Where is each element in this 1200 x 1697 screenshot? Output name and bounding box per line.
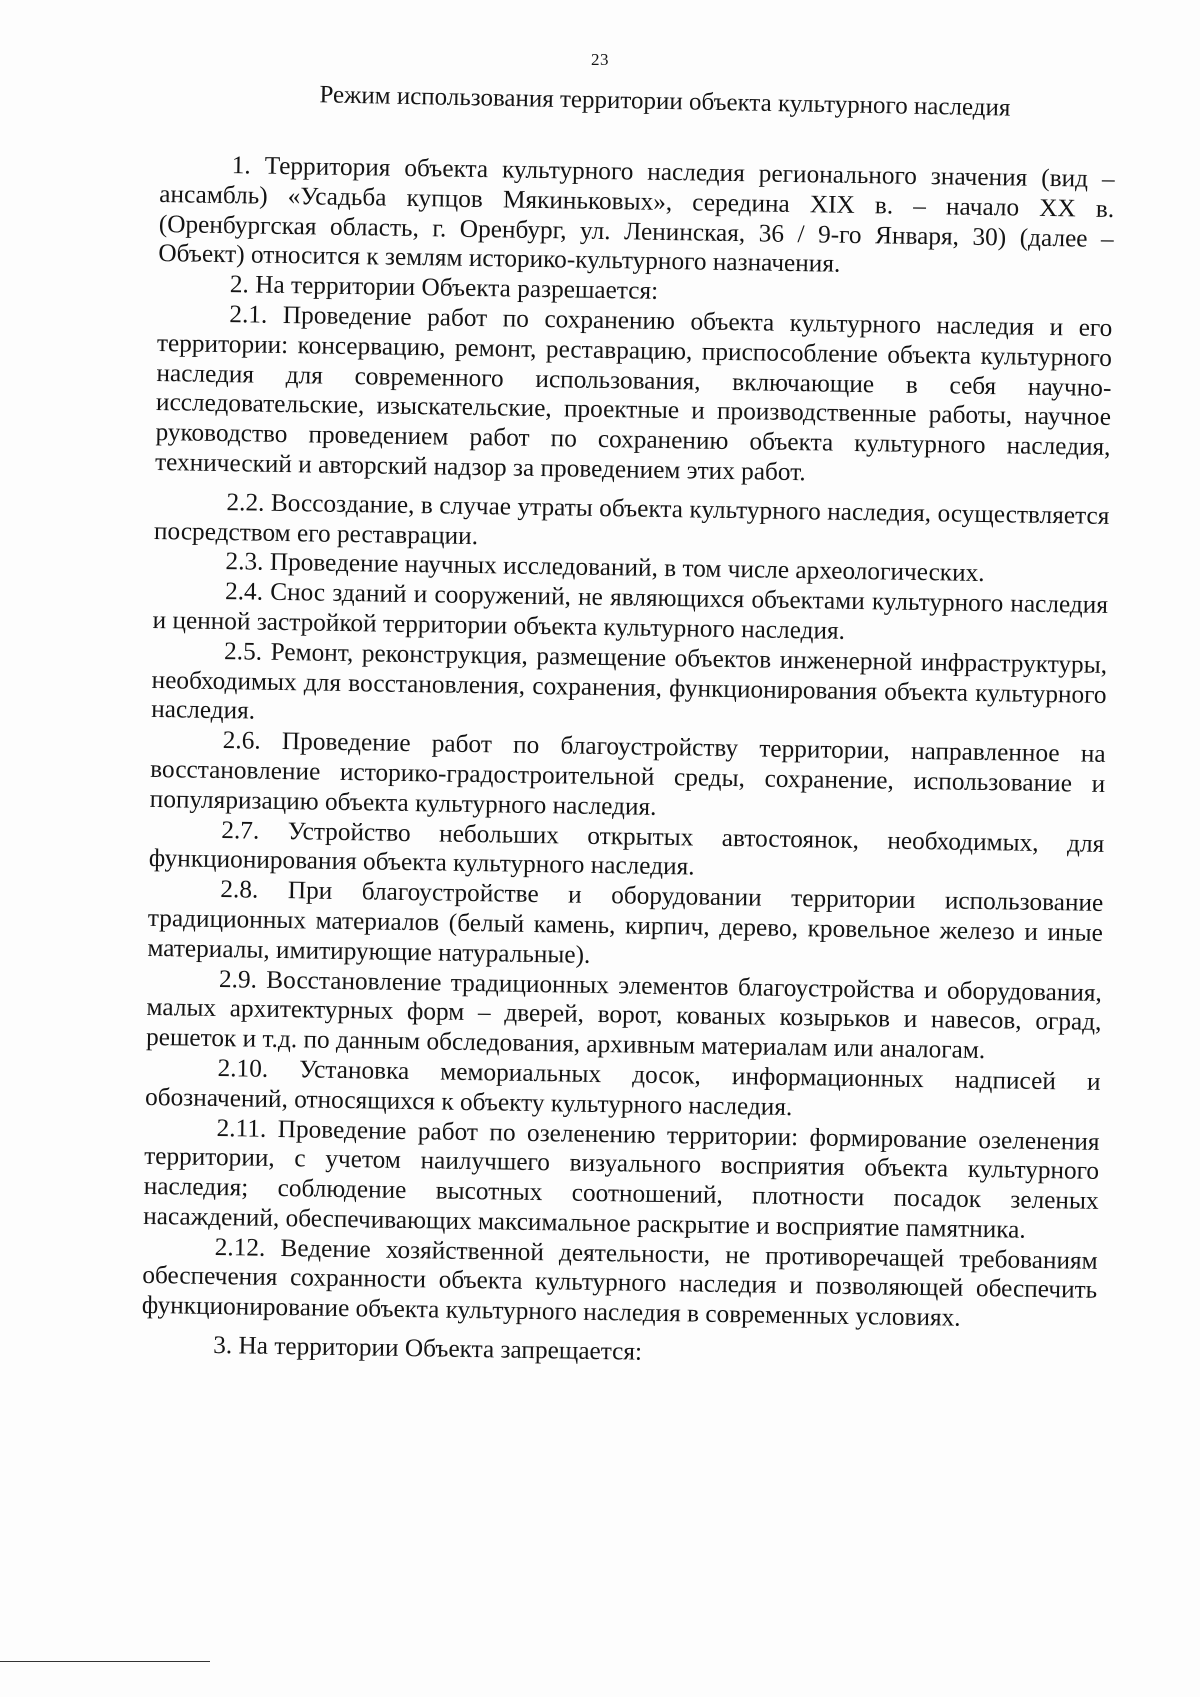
paragraph-2-10: 2.10. Установка мемориальных досок, информационных надписей и обозначений, относящихся к объекту культурного наследия. [144, 1053, 1101, 1121]
paragraph-2-12: 2.12. Ведение хозяйственной деятельности, не противоречащей требованиям обеспечения сохранности объекта культурного наследия и позволяющей обеспечить функционирование объекта культурного наследия в современных условиях. [141, 1232, 1098, 1332]
footnote-rule [0, 1661, 210, 1662]
paragraph-2-4: 2.4. Снос зданий и сооружений, не являющихся объектами культурного наследия и ценной застройкой территории объекта культурного наследия. [152, 577, 1109, 645]
paragraph-2-5: 2.5. Ремонт, реконструкция, размещение объектов инженерной инфраструктуры, необходимых для восстановления, сохранения, функционирования объекта культурного наследия. [150, 636, 1108, 725]
paragraph-2-3: 2.3. Проведение научных исследований, в том числе археологических. [225, 547, 985, 588]
paragraph-2: 2. На территории Объекта разрешается: [229, 270, 659, 306]
paragraph-2-1: 2.1. Проведение работ по сохранению объекта культурного наследия и его территории: консервацию, ремонт, реставрацию, приспособление объекта культурного наследия для современного использования, включающие в себя научно-исследовательские, изыскательские, проектные и производственные работы, научное руководство проведением работ по сохранению объекта культурного наследия, технический и авторский надзор за проведением этих работ. [154, 300, 1113, 487]
page-number: 23 [591, 50, 609, 69]
paragraph-3: 3. На территории Объекта запрещается: [213, 1331, 643, 1366]
paragraph-2-8: 2.8. При благоустройстве и оборудовании территории использование традиционных материалов (белый камень, кирпич, дерево, кровельное железо и иные материалы, имитирующие натуральные). [147, 875, 1104, 969]
paragraph-2-9: 2.9. Восстановление традиционных элементов благоустройства и оборудования, малых архитектурных форм – дверей, ворот, кованых козырьков и навесов, оград, решеток и т.д. по данным обследования, архивным материалам или аналогам. [145, 964, 1103, 1065]
paragraph-2-2: 2.2. Воссоздание, в случае утраты объекта культурного наследия, осуществляется посредством его реставрации. [153, 487, 1110, 550]
paragraph-2-11: 2.11. Проведение работ по озеленению территории: формирование озеленения территории, с учетом наилучшего визуального восприятия объекта культурного наследия; соблюдение высотных соотношений, плотности посадок зеленых насаждений, обеспечивающих максимальное раскрытие и восприятие памятника. [143, 1113, 1100, 1244]
paragraph-1: 1. Территория объекта культурного наследия регионального значения (вид – ансамбль) «Усадьба купцов Мякиньковых», середина XIX в. – начало XX в. (Оренбургская область, г. Оренбург, ул. Ленинская, 36 / 9-го Января, 30) (далее – Объект) относится к землям историко-культурного назначения. [158, 151, 1115, 279]
paragraph-2-7: 2.7. Устройство небольших открытых автостоянок, необходимых, для функционирования объекта культурного наследия. [148, 815, 1105, 881]
paragraph-2-6: 2.6. Проведение работ по благоустройству территории, направленное на восстановление историко-градостроительной среды, сохранение, использование и популяризацию объекта культурного наследия. [149, 726, 1106, 821]
document-title: Режим использования территории объекта культурного наследия [319, 81, 1011, 122]
document-body [141, 150, 1115, 1375]
